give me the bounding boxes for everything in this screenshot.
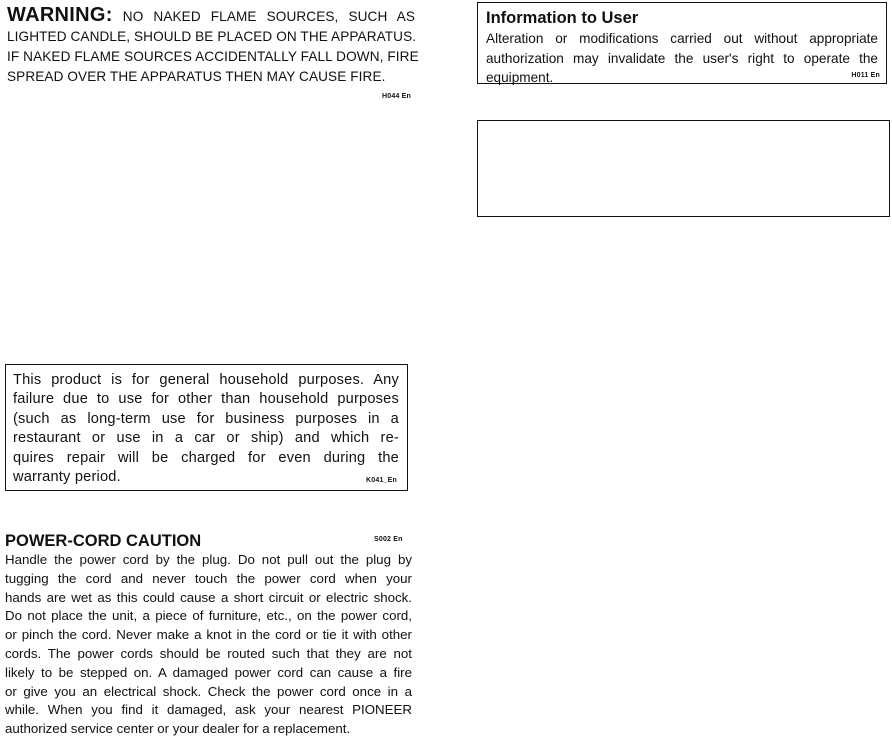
household-line-2: failure due to use for other than household purposes	[13, 391, 399, 408]
warning-line-3: IF NAKED FLAME SOURCES ACCIDENTALLY FALL DOWN, FIRE	[7, 49, 419, 64]
power-cord-line-1: Handle the power cord by the plug. Do not pull out the plug by	[5, 552, 412, 567]
household-line-4: restaurant or use in a car or ship) and which re-	[13, 430, 399, 447]
power-cord-line-6: cords. The power cords should be routed such that they are not	[5, 645, 412, 661]
warning-code: H044 En	[382, 93, 412, 100]
household-line-5: quires repair will be charged for even during the	[13, 449, 399, 466]
power-cord-line-10: authorized service center or your dealer for a replacement.	[5, 721, 351, 737]
power-cord-line-9: while. When you find it damaged, ask your nearest PIONEER	[5, 702, 412, 718]
warning-heading: WARNING:	[7, 4, 113, 26]
household-line-6: warranty period.	[13, 469, 121, 486]
warning-line-1-text: NO NAKED FLAME SOURCES, SUCH AS	[122, 9, 415, 24]
household-line-1: This product is for general household purposes. Any	[13, 372, 399, 388]
power-cord-section	[5, 531, 412, 739]
power-cord-title: POWER-CORD CAUTION	[5, 532, 202, 550]
household-line-3: (such as long-term use for business purposes in a	[13, 410, 399, 427]
empty-notice-box	[477, 120, 890, 217]
household-notice-box	[5, 364, 408, 491]
info-to-user-title: Information to User	[486, 9, 639, 27]
warning-section	[7, 4, 419, 87]
warning-line-1	[7, 5, 415, 27]
household-code: K041_En	[366, 477, 397, 484]
info-to-user-box	[477, 2, 887, 84]
power-cord-line-4: Do not place the unit, a piece of furniture, etc., on the power cord,	[5, 608, 412, 624]
info-to-user-line-1: Alteration or modifications carried out without appropriate	[486, 31, 878, 46]
info-to-user-line-2: authorization may invalidate the user's right to operate the	[486, 50, 878, 66]
info-to-user-code: H011 En	[851, 72, 880, 79]
power-cord-code: S002 En	[374, 536, 403, 543]
power-cord-line-5: or pinch the cord. Never make a knot in the cord or tie it with other	[5, 627, 412, 643]
warning-line-2: LIGHTED CANDLE, SHOULD BE PLACED ON THE APPARATUS.	[7, 29, 417, 44]
power-cord-line-8: or give you an electrical shock. Check the power cord once in a	[5, 683, 412, 699]
power-cord-line-7: likely to be stepped on. A damaged power cord can cause a fire	[5, 664, 412, 680]
power-cord-line-3: hands are wet as this could cause a short circuit or electric shock.	[5, 589, 412, 605]
power-cord-line-2: tugging the cord and never touch the power cord when your	[5, 570, 412, 586]
info-to-user-line-3: equipment.	[486, 70, 554, 85]
warning-line-4: SPREAD OVER THE APPARATUS THEN MAY CAUSE FIRE.	[7, 69, 386, 84]
